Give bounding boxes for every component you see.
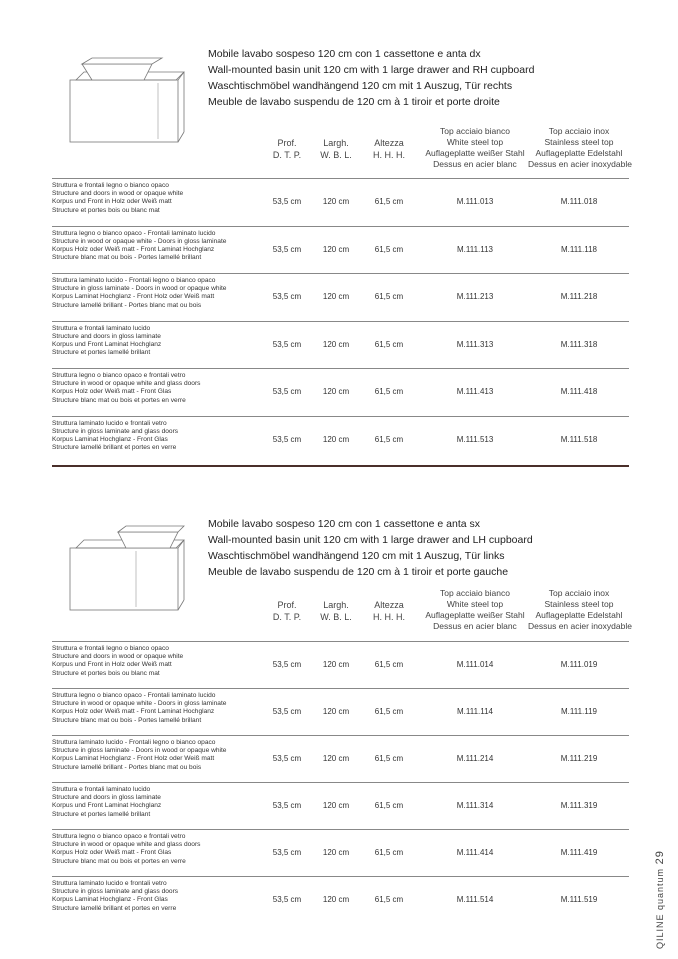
cell-largh: 120 cm	[322, 339, 350, 349]
cell-alt: 61,5 cm	[374, 292, 404, 301]
header-inox-it: Top acciaio inox	[548, 126, 610, 136]
cell-largh: 120 cm	[322, 754, 350, 763]
cell-code-white-top: M.111.514	[456, 895, 494, 904]
header-largh	[310, 137, 362, 161]
finish-line: Korpus Laminat Hochglanz - Front Holz oder Weiß matt	[52, 755, 215, 763]
header-inox-en: Stainless steel top	[544, 137, 614, 147]
cell-alt: 61,5 cm	[374, 895, 404, 904]
cell-code-white-top: M.111.214	[456, 754, 494, 763]
cell-prof: 53,5 cm	[272, 660, 302, 669]
cell-largh: 120 cm	[322, 707, 350, 716]
table-row	[52, 368, 629, 417]
header-white-fr: Dessus en acier blanc	[433, 621, 517, 631]
finish-description	[52, 692, 226, 725]
header-largh-codes: W. B. L.	[320, 612, 352, 622]
header-alt-codes: H. H. H.	[372, 150, 405, 160]
finish-line: Structure in wood or opaque white - Doors in gloss laminate	[52, 700, 227, 708]
cell-code-inox-top: M.111.519	[560, 895, 598, 904]
header-white-fr: Dessus en acier blanc	[433, 159, 517, 169]
finish-line: Korpus und Front Laminat Hochglanz	[52, 802, 162, 810]
cell-code-white-top: M.111.413	[456, 387, 494, 396]
footer-page-number: 29	[654, 850, 666, 865]
finish-line: Struttura legno o bianco opaco e frontali vetro	[52, 372, 186, 379]
cell-largh: 120 cm	[322, 434, 350, 444]
finish-line: Korpus und Front in Holz oder Weiß matt	[52, 198, 172, 206]
cell-alt: 61,5 cm	[374, 801, 404, 810]
finish-line: Korpus Laminat Hochglanz - Front Holz oder Weiß matt	[52, 293, 215, 301]
header-inox-de: Auflageplatte Edelstahl	[535, 610, 623, 620]
finish-description	[52, 739, 226, 772]
cell-code-inox-top: M.111.218	[560, 292, 598, 301]
header-white-de: Auflageplatte weißer Stahl	[425, 610, 525, 620]
finish-line: Struttura legno o bianco opaco e frontali vetro	[52, 833, 186, 840]
header-inox-top	[528, 126, 630, 170]
cell-alt: 61,5 cm	[374, 754, 404, 763]
cell-code-white-top: M.111.114	[456, 707, 494, 716]
finish-line: Struttura laminato lucido - Frontali legno o bianco opaco	[52, 277, 216, 284]
footer-text	[654, 850, 666, 949]
header-alt-label: Altezza	[374, 600, 404, 610]
footer-series: quantum	[655, 867, 665, 910]
header-alt-codes: H. H. H.	[372, 612, 405, 622]
table-row	[52, 416, 629, 465]
cell-alt: 61,5 cm	[374, 660, 404, 669]
finish-line: Structure blanc mat ou bois - Portes lamellé brillant	[52, 254, 202, 262]
finish-line: Struttura e frontali legno o bianco opaco	[52, 645, 169, 652]
table-row	[52, 688, 629, 736]
finish-line: Korpus Laminat Hochglanz - Front Glas	[52, 896, 168, 904]
finish-line: Korpus und Front Laminat Hochglanz	[52, 340, 162, 348]
finish-description	[52, 645, 183, 678]
finish-line: Structure in gloss laminate and glass doors	[52, 427, 179, 435]
finish-line: Korpus Holz oder Weiß matt - Front Glas	[52, 388, 172, 396]
header-white-top	[420, 126, 530, 170]
finish-line: Korpus Holz oder Weiß matt - Front Laminat Hochglanz	[52, 708, 215, 716]
cell-code-inox-top: M.111.219	[560, 754, 598, 763]
title-it: Mobile lavabo sospeso 120 cm con 1 cassettone e anta sx	[208, 518, 480, 530]
header-white-it: Top acciaio bianco	[440, 126, 510, 136]
finish-line: Korpus Holz oder Weiß matt - Front Glas	[52, 849, 172, 857]
header-prof-codes: D. T. P.	[272, 612, 302, 622]
finish-line: Structure et portes bois ou blanc mat	[52, 669, 160, 677]
header-inox-en: Stainless steel top	[544, 599, 614, 609]
finish-line: Structure in gloss laminate and glass doors	[52, 888, 179, 896]
cell-prof: 53,5 cm	[272, 754, 302, 763]
finish-line: Structure et portes bois ou blanc mat	[52, 206, 160, 214]
table-row	[52, 226, 629, 275]
section-bottom-rule	[52, 465, 629, 467]
finish-description	[52, 372, 200, 405]
header-inox-fr: Dessus en acier inoxydable	[528, 159, 632, 169]
finish-line: Struttura e frontali legno o bianco opaco	[52, 182, 169, 189]
table-row	[52, 735, 629, 783]
cell-code-inox-top: M.111.119	[560, 707, 598, 716]
cell-largh: 120 cm	[322, 197, 350, 206]
cell-largh: 120 cm	[322, 292, 350, 301]
title-fr: Meuble de lavabo suspendu de 120 cm à 1 tiroir et porte droite	[208, 96, 500, 108]
cell-code-inox-top: M.111.118	[560, 244, 598, 254]
table-row	[52, 876, 629, 924]
header-alt-label: Altezza	[374, 138, 404, 148]
table-row	[52, 273, 629, 322]
cell-code-inox-top: M.111.419	[560, 848, 598, 857]
cell-prof: 53,5 cm	[272, 244, 302, 254]
finish-line: Structure lamellé brillant et portes en verre	[52, 444, 177, 452]
title-en: Wall-mounted basin unit 120 cm with 1 large drawer and LH cupboard	[208, 534, 533, 546]
basin-unit-lh-illustration	[66, 520, 186, 620]
finish-description	[52, 420, 178, 453]
cell-largh: 120 cm	[322, 801, 350, 810]
page-footer	[640, 819, 666, 949]
cell-largh: 120 cm	[322, 387, 350, 396]
cell-code-white-top: M.111.414	[456, 848, 494, 857]
cell-code-inox-top: M.111.319	[560, 801, 598, 810]
finish-line: Korpus Laminat Hochglanz - Front Glas	[52, 435, 168, 443]
finish-line: Structure and doors in gloss laminate	[52, 794, 161, 802]
finish-description	[52, 880, 178, 913]
finish-line: Struttura e frontali laminato lucido	[52, 324, 151, 332]
finish-line: Structure lamellé brillant - Portes blanc mat ou bois	[52, 763, 202, 771]
finish-line: Structure in wood or opaque white and glass doors	[52, 380, 201, 388]
cell-prof: 53,5 cm	[272, 895, 302, 904]
header-prof-codes: D. T. P.	[272, 150, 302, 160]
finish-line: Structure in gloss laminate - Doors in wood or opaque white	[52, 747, 227, 755]
finish-line: Structure and doors in wood or opaque white	[52, 653, 184, 661]
finish-line: Structure lamellé brillant et portes en verre	[52, 904, 177, 912]
finish-line: Struttura e frontali laminato lucido	[52, 786, 151, 793]
finish-description	[52, 182, 183, 215]
cell-prof: 53,5 cm	[272, 434, 302, 444]
cell-alt: 61,5 cm	[374, 434, 404, 444]
finish-description	[52, 325, 161, 358]
finish-line: Structure blanc mat ou bois et portes en verre	[52, 857, 186, 865]
header-prof-label: Prof.	[277, 138, 297, 148]
title-it: Mobile lavabo sospeso 120 cm con 1 cassettone e anta dx	[208, 48, 481, 60]
cell-prof: 53,5 cm	[272, 707, 302, 716]
header-white-en: White steel top	[446, 137, 504, 147]
cell-prof: 53,5 cm	[272, 848, 302, 857]
finish-line: Struttura laminato lucido e frontali vetro	[52, 880, 167, 887]
cell-largh: 120 cm	[322, 848, 350, 857]
header-prof	[262, 599, 312, 623]
cell-code-inox-top: M.111.318	[560, 339, 598, 349]
cell-alt: 61,5 cm	[374, 339, 404, 349]
finish-line: Structure et portes lamellé brillant	[52, 349, 151, 357]
finish-line: Struttura legno o bianco opaco - Frontali laminato lucido	[52, 229, 216, 237]
finish-line: Structure in wood or opaque white - Doors in gloss laminate	[52, 237, 227, 245]
title-de: Waschtischmöbel wandhängend 120 cm mit 1 Auszug, Tür rechts	[208, 80, 513, 92]
cell-code-white-top: M.111.213	[456, 292, 494, 301]
cell-alt: 61,5 cm	[374, 848, 404, 857]
product-titles	[208, 516, 533, 580]
cell-code-white-top: M.111.013	[456, 197, 494, 206]
table-row	[52, 321, 629, 370]
header-inox-fr: Dessus en acier inoxydable	[528, 621, 632, 631]
header-white-it: Top acciaio bianco	[440, 588, 510, 598]
cell-code-inox-top: M.111.018	[560, 197, 598, 206]
header-inox-it: Top acciaio inox	[548, 588, 610, 598]
header-white-en: White steel top	[446, 599, 504, 609]
cell-prof: 53,5 cm	[272, 197, 302, 206]
header-prof	[262, 137, 312, 161]
finish-description	[52, 230, 226, 263]
title-fr: Meuble de lavabo suspendu de 120 cm à 1 tiroir et porte gauche	[208, 566, 509, 578]
cell-alt: 61,5 cm	[374, 387, 404, 396]
header-alt	[362, 599, 416, 623]
product-titles	[208, 46, 534, 110]
finish-line: Struttura legno o bianco opaco - Frontali laminato lucido	[52, 692, 216, 699]
cell-prof: 53,5 cm	[272, 387, 302, 396]
title-de: Waschtischmöbel wandhängend 120 cm mit 1 Auszug, Tür links	[208, 550, 505, 562]
header-largh-codes: W. B. L.	[320, 150, 352, 160]
header-white-de: Auflageplatte weißer Stahl	[425, 148, 525, 158]
basin-unit-rh-illustration	[66, 52, 186, 152]
header-white-top	[420, 588, 530, 632]
cell-largh: 120 cm	[322, 660, 350, 669]
finish-line: Structure lamellé brillant - Portes blanc mat ou bois	[52, 301, 202, 309]
finish-line: Structure in wood or opaque white and glass doors	[52, 841, 201, 849]
cell-alt: 61,5 cm	[374, 244, 404, 254]
header-largh-label: Largh.	[323, 600, 349, 610]
finish-line: Korpus Holz oder Weiß matt - Front Laminat Hochglanz	[52, 245, 215, 253]
finish-line: Korpus und Front in Holz oder Weiß matt	[52, 661, 172, 669]
header-prof-label: Prof.	[277, 600, 297, 610]
cell-prof: 53,5 cm	[272, 801, 302, 810]
cell-code-inox-top: M.111.518	[560, 434, 598, 444]
table-row	[52, 178, 629, 227]
table-row	[52, 829, 629, 877]
header-inox-top	[528, 588, 630, 632]
cell-largh: 120 cm	[322, 895, 350, 904]
cell-prof: 53,5 cm	[272, 292, 302, 301]
finish-line: Struttura laminato lucido - Frontali legno o bianco opaco	[52, 739, 216, 746]
finish-line: Structure blanc mat ou bois - Portes lamellé brillant	[52, 716, 202, 724]
cell-code-white-top: M.111.314	[456, 801, 494, 810]
cell-code-white-top: M.111.513	[456, 434, 494, 444]
cell-alt: 61,5 cm	[374, 197, 404, 206]
finish-line: Struttura laminato lucido e frontali vetro	[52, 419, 167, 427]
cell-prof: 53,5 cm	[272, 339, 302, 349]
cell-code-white-top: M.111.014	[456, 660, 494, 669]
footer-brand: QILINE	[655, 913, 665, 949]
header-largh-label: Largh.	[323, 138, 349, 148]
finish-line: Structure and doors in gloss laminate	[52, 332, 161, 340]
title-en: Wall-mounted basin unit 120 cm with 1 large drawer and RH cupboard	[208, 64, 535, 76]
finish-line: Structure blanc mat ou bois et portes en verre	[52, 396, 186, 404]
finish-description	[52, 786, 161, 819]
header-inox-de: Auflageplatte Edelstahl	[535, 148, 623, 158]
table-row	[52, 782, 629, 830]
cell-code-inox-top: M.111.418	[560, 387, 598, 396]
finish-description	[52, 833, 200, 866]
table-row	[52, 641, 629, 689]
cell-code-inox-top: M.111.019	[560, 660, 598, 669]
finish-line: Structure in gloss laminate - Doors in wood or opaque white	[52, 285, 227, 293]
finish-line: Structure and doors in wood or opaque white	[52, 190, 184, 198]
finish-line: Structure et portes lamellé brillant	[52, 810, 151, 818]
cell-largh: 120 cm	[322, 244, 350, 254]
header-largh	[310, 599, 362, 623]
header-alt	[362, 137, 416, 161]
cell-code-white-top: M.111.113	[456, 244, 494, 254]
finish-description	[52, 277, 226, 310]
cell-alt: 61,5 cm	[374, 707, 404, 716]
cell-code-white-top: M.111.313	[456, 339, 494, 349]
